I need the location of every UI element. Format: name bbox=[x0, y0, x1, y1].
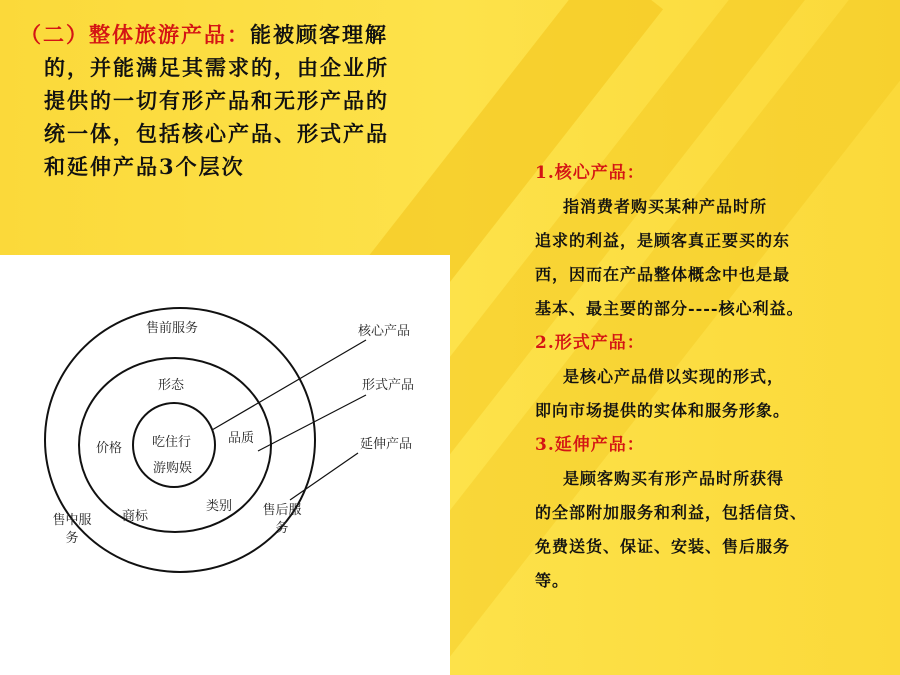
extended-product-heading: 3.延伸产品： bbox=[535, 435, 645, 455]
core-product-text: 追求的利益，是顾客真正要买的东 bbox=[535, 231, 791, 250]
price-label: 价格 bbox=[96, 441, 123, 456]
callout-extended-label: 延伸产品 bbox=[360, 437, 413, 452]
intro-line: 的，并能满足其需求的，由企业所 bbox=[44, 55, 389, 80]
form-product-text: 即向市场提供的实体和服务形象。 bbox=[535, 401, 791, 420]
middle-ring-label: 形态 bbox=[158, 378, 185, 393]
category-label: 类别 bbox=[206, 499, 233, 514]
core-label-line2: 游购娱 bbox=[153, 461, 193, 476]
intro-line: 能被顾客理解 bbox=[250, 22, 388, 47]
intro-paragraph bbox=[20, 18, 460, 183]
core-product-heading: 1.核心产品： bbox=[535, 163, 645, 183]
intro-title: （二）整体旅游产品： bbox=[20, 22, 250, 47]
intro-line: 统一体，包括核心产品、形式产品 bbox=[44, 121, 389, 146]
brand-label: 商标 bbox=[122, 509, 149, 524]
callout-line-form bbox=[258, 395, 366, 451]
diagram-svg bbox=[0, 255, 450, 675]
after-sale-service-label: 售后服务 bbox=[262, 503, 302, 536]
callout-line-core bbox=[212, 340, 366, 430]
extended-product-text: 是顾客购买有形产品时所获得 bbox=[563, 469, 785, 488]
core-product-text: 西，因而在产品整体概念中也是最 bbox=[535, 265, 791, 284]
extended-product-text: 免费送货、保证、安装、售后服务 bbox=[535, 537, 791, 556]
product-levels-diagram bbox=[0, 255, 450, 675]
callout-form-label: 形式产品 bbox=[362, 378, 415, 393]
form-product-text: 是核心产品借以实现的形式， bbox=[563, 367, 785, 386]
quality-label: 品质 bbox=[228, 431, 255, 446]
callout-line-extended bbox=[290, 453, 358, 500]
definitions-panel bbox=[535, 156, 895, 598]
extended-product-text: 的全部附加服务和利益，包括信贷、 bbox=[535, 503, 808, 522]
intro-line: 提供的一切有形产品和无形产品的 bbox=[44, 88, 389, 113]
form-product-heading: 2.形式产品： bbox=[535, 333, 645, 353]
core-product-text: 基本、最主要的部分----核心利益。 bbox=[535, 299, 804, 318]
core-product-text: 指消费者购买某种产品时所 bbox=[563, 197, 768, 216]
outer-ring-label: 售前服务 bbox=[146, 321, 199, 336]
in-sale-service-label: 售中服务 bbox=[52, 513, 92, 546]
core-label-line1: 吃住行 bbox=[152, 435, 192, 450]
intro-line: 和延伸产品3个层次 bbox=[44, 154, 245, 179]
callout-core-label: 核心产品 bbox=[358, 324, 411, 339]
extended-product-text: 等。 bbox=[535, 571, 570, 590]
